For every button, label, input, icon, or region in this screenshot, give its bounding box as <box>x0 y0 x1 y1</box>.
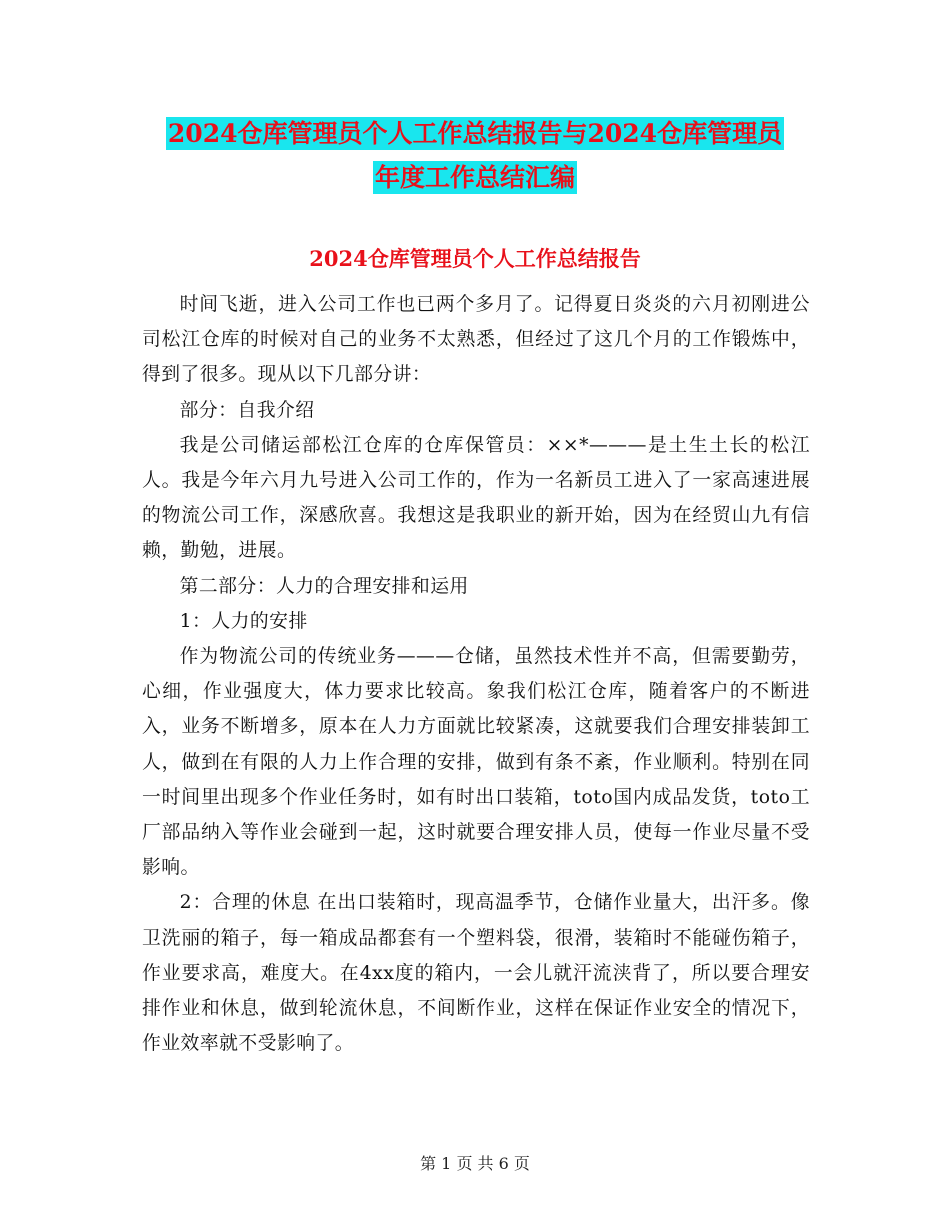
paragraph-self-intro: 我是公司储运部松江仓库的仓库保管员：××*———是土生土长的松江人。我是今年六月九号进入公司工作的，作为一名新员工进入了一家高速进展的物流公司工作，深感欣喜。我想这是我职业的新开始，因为在经贸山九有信赖，勤勉，进展。 <box>142 434 810 562</box>
paragraph-manpower: 作为物流公司的传统业务———仓储，虽然技术性并不高，但需要勤劳，心细，作业强度大，体力要求比较高。象我们松江仓库，随着客户的不断进入，业务不断增多，原本在人力方面就比较紧凑，这就要我们合理安排装卸工人，做到在有限的人力上作合理的安排，做到有条不紊，作业顺利。特别在同一时间里出现多个作业任务时，如有时出口装箱，toto国内成品发货，toto工厂部品纳入等作业会碰到一起，这时就要合理安排人员，使每一作业尽量不受影响。 <box>142 646 810 879</box>
paragraph-rest: 2：合理的休息 在出口装箱时，现高温季节，仓储作业量大，出汗多。像卫洗丽的箱子，每一箱成品都套有一个塑料袋，很滑，装箱时不能碰伤箱子，作业要求高，难度大。在4xx度的箱内，一会儿就汗流浃背了，所以要合理安排作业和休息，做到轮流休息，不间断作业，这样在保证作业安全的情况下，作业效率就不受影响了。 <box>142 892 810 1055</box>
page-footer: 第 1 页 共 6 页 <box>420 1154 530 1173</box>
heading-part-one: 部分：自我介绍 <box>179 399 315 421</box>
document-title <box>0 112 950 200</box>
heading-part-two: 第二部分：人力的合理安排和运用 <box>179 575 469 597</box>
section-title: 2024仓库管理员个人工作总结报告 <box>309 246 641 271</box>
document-body <box>142 287 810 1061</box>
heading-manpower-arrangement: 1：人力的安排 <box>179 610 308 632</box>
document-title-line-1: 2024仓库管理员个人工作总结报告与2024仓库管理员 <box>167 119 783 148</box>
paragraph-intro: 时间飞逝，进入公司工作也已两个多月了。记得夏日炎炎的六月初刚进公司松江仓库的时候对自己的业务不太熟悉，但经过了这几个月的工作锻炼中，得到了很多。现从以下几部分讲： <box>142 294 810 386</box>
document-title-line-2: 年度工作总结汇编 <box>374 163 575 192</box>
